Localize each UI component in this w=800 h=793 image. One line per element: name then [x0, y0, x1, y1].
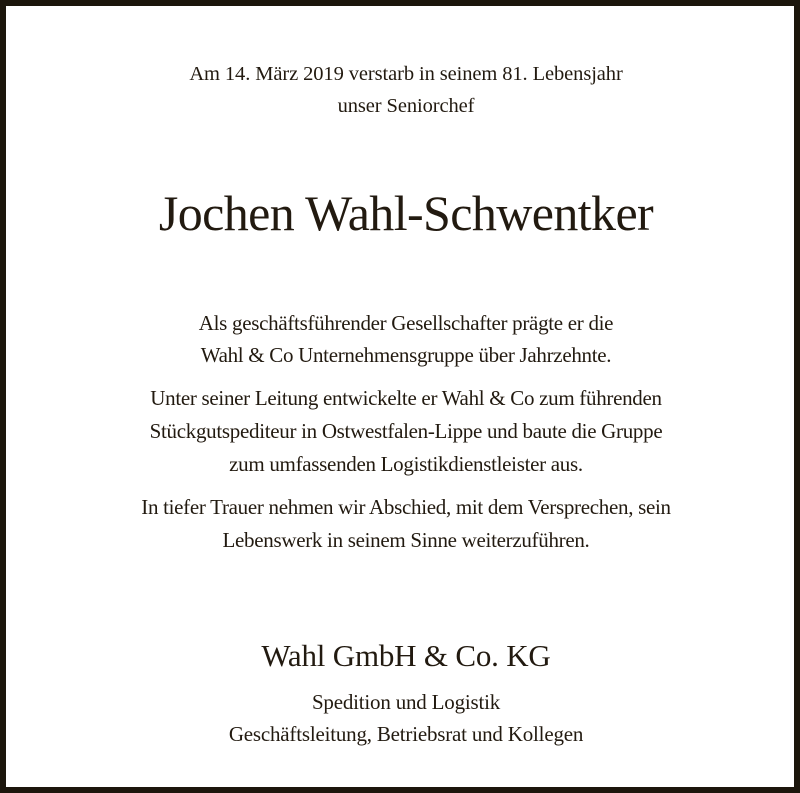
paragraph-2-line-3: zum umfassenden Logistikdienstleister aus. [229, 452, 583, 476]
intro-line-1: Am 14. März 2019 verstarb in seinem 81. Lebensjahr [189, 63, 623, 85]
mourners-line: Geschäftsleitung, Betriebsrat und Kollegen [228, 722, 584, 746]
paragraph-3-line-1: In tiefer Trauer nehmen wir Abschied, mit dem Versprechen, sein [141, 495, 671, 519]
paragraph-1-line-2: Wahl & Co Unternehmensgruppe über Jahrzehnte. [200, 343, 612, 367]
paragraph-2-line-2: Stückgutspediteur in Ostwestfalen-Lippe und baute die Gruppe [149, 419, 663, 443]
company-name: Wahl GmbH & Co. KG [261, 638, 551, 673]
paragraph-1-line-1: Als geschäftsführender Gesellschafter prägte er die [198, 311, 614, 335]
paragraph-3-line-2: Lebenswerk in seinem Sinne weiterzuführen. [222, 528, 590, 552]
company-division: Spedition und Logistik [311, 690, 501, 714]
deceased-name: Jochen Wahl-Schwentker [158, 185, 654, 241]
paragraph-2-line-1: Unter seiner Leitung entwickelte er Wahl & Co zum führenden [150, 386, 662, 410]
intro-line-2: unser Seniorchef [337, 95, 475, 117]
